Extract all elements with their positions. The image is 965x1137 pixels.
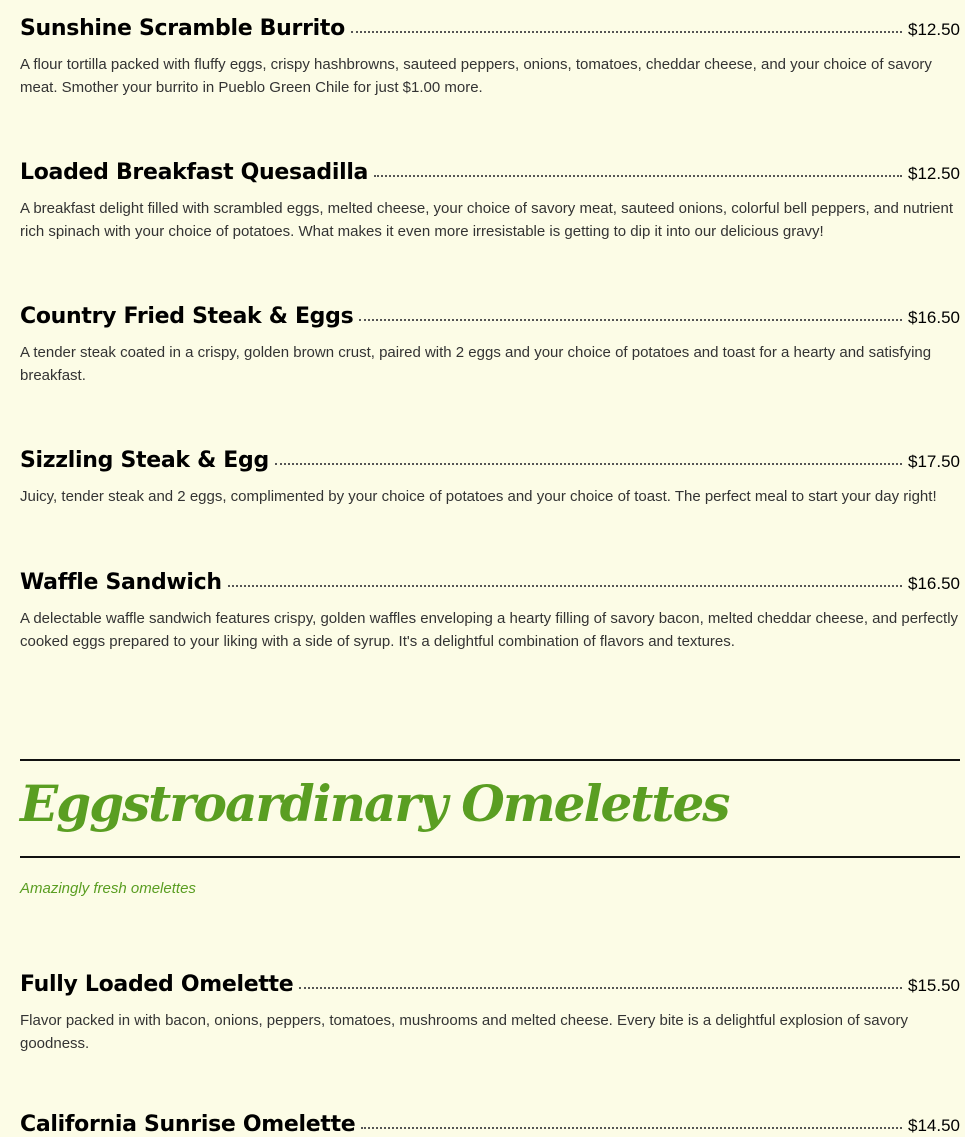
dotted-leader [275,463,902,465]
menu-item-description: Flavor packed in with bacon, onions, peppers, tomatoes, mushrooms and melted cheese. Every bite is a delightful explosion of savory goodness. [20,1012,908,1052]
menu-item-description: Juicy, tender steak and 2 eggs, complimented by your choice of potatoes and your choice of toast. The perfect meal to start your day right! [20,488,937,505]
menu-item-price: $16.50 [908,308,960,327]
menu-item-header [20,972,960,997]
dotted-leader [299,987,902,989]
menu-item-description: A tender steak coated in a crispy, golden brown crust, paired with 2 eggs and your choice of potatoes and toast for a hearty and satisfying breakfast. [20,344,932,384]
section-title: Eggstroardinary Omelettes [20,774,729,833]
menu-item-sunshine-scramble-burrito [20,16,960,99]
menu-item-header [20,160,960,185]
section-divider-bottom [20,856,960,858]
menu-item-price: $15.50 [908,976,960,995]
dotted-leader [228,585,902,587]
menu-item-header [20,570,960,595]
menu-item-header [20,16,960,41]
menu-item-price: $12.50 [908,20,960,39]
dotted-leader [359,319,902,321]
section-subtitle: Amazingly fresh omelettes [20,880,196,897]
menu-item-name: Country Fried Steak & Eggs [20,304,354,329]
menu-item-name: Sunshine Scramble Burrito [20,16,345,41]
menu-item-country-fried-steak [20,304,960,387]
menu-item-name: Loaded Breakfast Quesadilla [20,160,369,185]
menu-item-california-sunrise-omelette [20,1112,960,1137]
menu-item-sizzling-steak-egg [20,448,960,508]
menu-item-description: A breakfast delight filled with scrambled eggs, melted cheese, your choice of savory meat, sauteed onions, colorful bell peppers, and nutrient rich spinach with your choice of potatoes. What makes it even more irresistable is getting to dip it into our delicious gravy! [20,200,954,240]
menu-item-loaded-breakfast-quesadilla [20,160,960,243]
menu-item-header [20,448,960,473]
menu-item-name: Sizzling Steak & Egg [20,448,269,473]
menu-item-description: A delectable waffle sandwich features crispy, golden waffles enveloping a hearty filling of savory bacon, melted cheddar cheese, and perfectly cooked eggs prepared to your liking with a side of syrup. It's a delightful combination of flavors and textures. [20,610,959,650]
menu-item-price: $16.50 [908,574,960,593]
menu-item-price: $12.50 [908,164,960,183]
menu-item-header [20,1112,960,1137]
section-divider-top [20,759,960,761]
menu-item-fully-loaded-omelette [20,972,960,1055]
dotted-leader [374,175,902,177]
menu-item-name: Fully Loaded Omelette [20,972,294,997]
menu-item-price: $14.50 [908,1116,960,1135]
menu-item-name: California Sunrise Omelette [20,1112,356,1137]
menu-item-waffle-sandwich [20,570,960,653]
menu-item-header [20,304,960,329]
dotted-leader [351,31,902,33]
dotted-leader [361,1127,902,1129]
menu-item-price: $17.50 [908,452,960,471]
menu-item-description: A flour tortilla packed with fluffy eggs, crispy hashbrowns, sauteed peppers, onions, tomatoes, cheddar cheese, and your choice of savory meat. Smother your burrito in Pueblo Green Chile for just $1.00 more. [20,56,932,96]
menu-item-name: Waffle Sandwich [20,570,222,595]
